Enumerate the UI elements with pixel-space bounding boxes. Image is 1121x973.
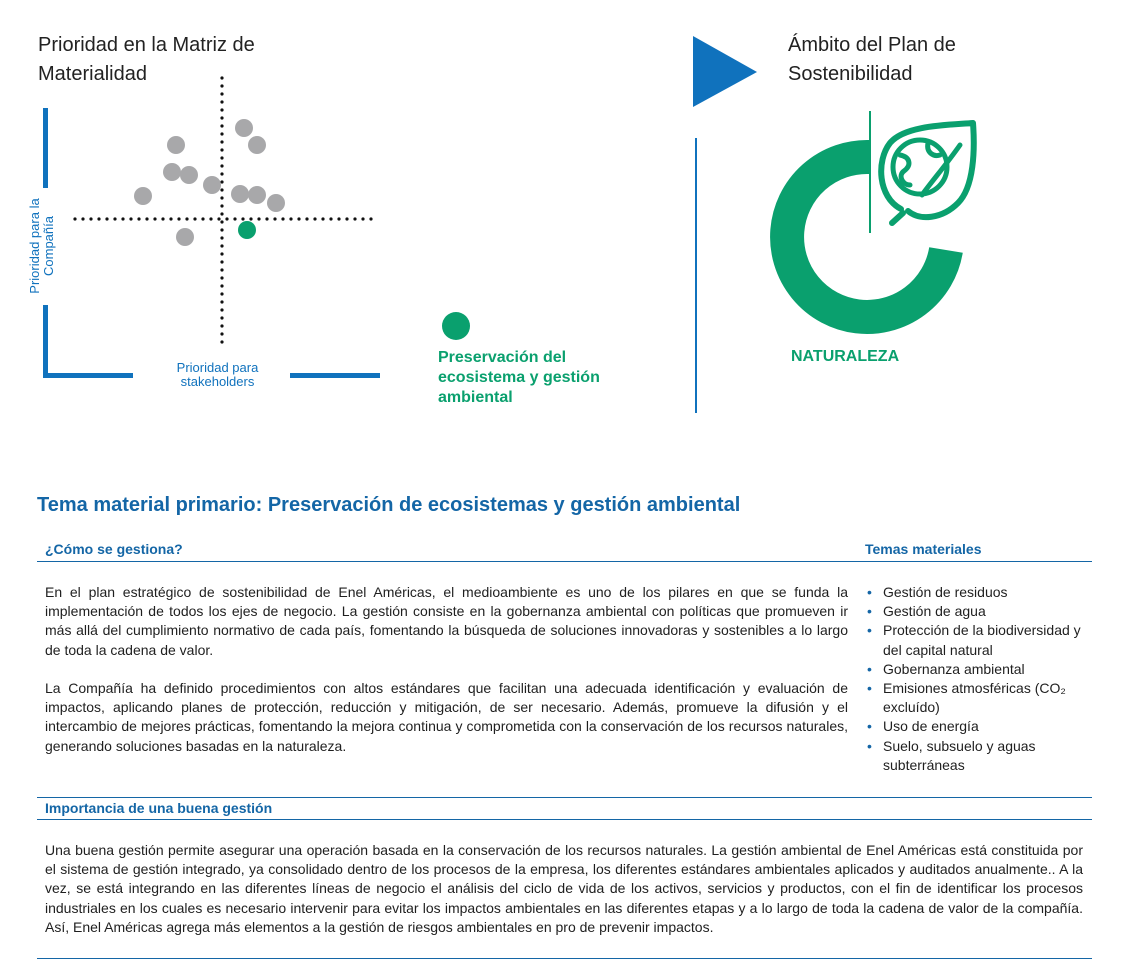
topic-dot bbox=[163, 163, 181, 181]
list-item: • Suelo, subsuelo y aguas subterráneas bbox=[865, 737, 1085, 775]
material-topics-list bbox=[865, 583, 1085, 775]
y-axis-lower bbox=[43, 305, 48, 378]
management-paragraph-2: La Compañía ha definido procedimientos con altos estándares que facilitan una adecuada identificación y evaluación de impactos, aplicando planes de protección, reducción y mitigación, de ser necesario. Además, promueve la difusión y el intercambio de mejores prácticas, fomentando la mejora continua y comprometida con la conservación de los recursos naturales, generando soluciones basadas en la naturaleza. bbox=[45, 680, 848, 754]
list-item: • Gobernanza ambiental bbox=[865, 660, 1085, 679]
nature-ring-graphic bbox=[770, 105, 985, 335]
section-title: Tema material primario: Preservación de ecosistemas y gestión ambiental bbox=[37, 494, 741, 516]
topic-dot bbox=[134, 187, 152, 205]
legend-marker bbox=[441, 311, 471, 341]
bottom-rule bbox=[37, 958, 1092, 959]
leaf-globe-icon bbox=[881, 123, 974, 223]
topic-dot bbox=[180, 166, 198, 184]
x-axis-left bbox=[43, 373, 133, 378]
topic-dot bbox=[248, 136, 266, 154]
y-axis-upper bbox=[43, 108, 48, 188]
topic-dot bbox=[176, 228, 194, 246]
x-axis-label: Prioridad para stakeholders bbox=[176, 360, 259, 389]
list-item: • Emisiones atmosféricas (CO₂ excluído) bbox=[865, 679, 1085, 717]
materiality-matrix bbox=[0, 0, 440, 420]
list-item: • Protección de la biodiversidad y del capital natural bbox=[865, 621, 1085, 659]
matrix-title: Prioridad en la Matriz de Materialidad bbox=[38, 34, 255, 85]
topic-dot bbox=[231, 185, 249, 203]
list-item: • Gestión de agua bbox=[865, 602, 1085, 621]
plan-title: Ámbito del Plan de Sostenibilidad bbox=[788, 34, 956, 85]
importance-paragraph: Una buena gestión permite asegurar una operación basada en la conservación de los recursos naturales. La gestión ambiental de Enel Américas está constituida por el sistema de gestión integrado, ya consolidado dentro de los procesos de la empresa, los diferentes estándares ambientales aplicados y auditados anualmente.. A la vez, se está integrando en las diferentes líneas de negocio el análisis del ciclo de vida de los activos, servicios y productos, con el fin de identificar los procesos industriales en los cuales es necesario intervenir para evitar los impactos ambientales en las diferentes etapas y a lo largo de toda la cadena de valor de la compañía. Así, Enel Américas agrega más elementos a la gestión de riesgos ambientales en pro de prevenir impactos. bbox=[45, 842, 1083, 935]
topic-dot bbox=[248, 186, 266, 204]
importance-header-rule bbox=[37, 819, 1092, 820]
importance-top-rule bbox=[37, 797, 1092, 798]
topic-dot bbox=[267, 194, 285, 212]
legend-label: Preservación del ecosistema y gestión ambiental bbox=[438, 349, 600, 406]
plan-category: NATURALEZA bbox=[791, 348, 900, 365]
how-header: ¿Cómo se gestiona? bbox=[45, 541, 183, 557]
plan-divider bbox=[695, 138, 697, 413]
topics-header: Temas materiales bbox=[865, 541, 982, 557]
y-axis-label: Prioridad para la Compañía bbox=[27, 198, 56, 294]
topic-dot bbox=[203, 176, 221, 194]
list-item: • Uso de energía bbox=[865, 717, 1085, 736]
topic-dot bbox=[167, 136, 185, 154]
topic-dot bbox=[235, 119, 253, 137]
play-arrow-icon bbox=[693, 36, 759, 108]
x-axis-right bbox=[290, 373, 380, 378]
importance-header: Importancia de una buena gestión bbox=[45, 800, 273, 816]
header-rule bbox=[37, 561, 1092, 562]
management-paragraph-1: En el plan estratégico de sostenibilidad de Enel Américas, el medioambiente es uno de los pilares en que se funda la implementación de todos los ejes de negocio. La gestión consiste en la gobernanza ambiental con políticas que promueven ir más allá del cumplimiento normativo de cada país, fomentando la búsqueda de soluciones innovadoras y sostenibles a lo largo de toda la cadena de valor. bbox=[45, 584, 848, 658]
highlighted-topic-dot bbox=[238, 221, 256, 239]
list-item: • Gestión de residuos bbox=[865, 583, 1085, 602]
